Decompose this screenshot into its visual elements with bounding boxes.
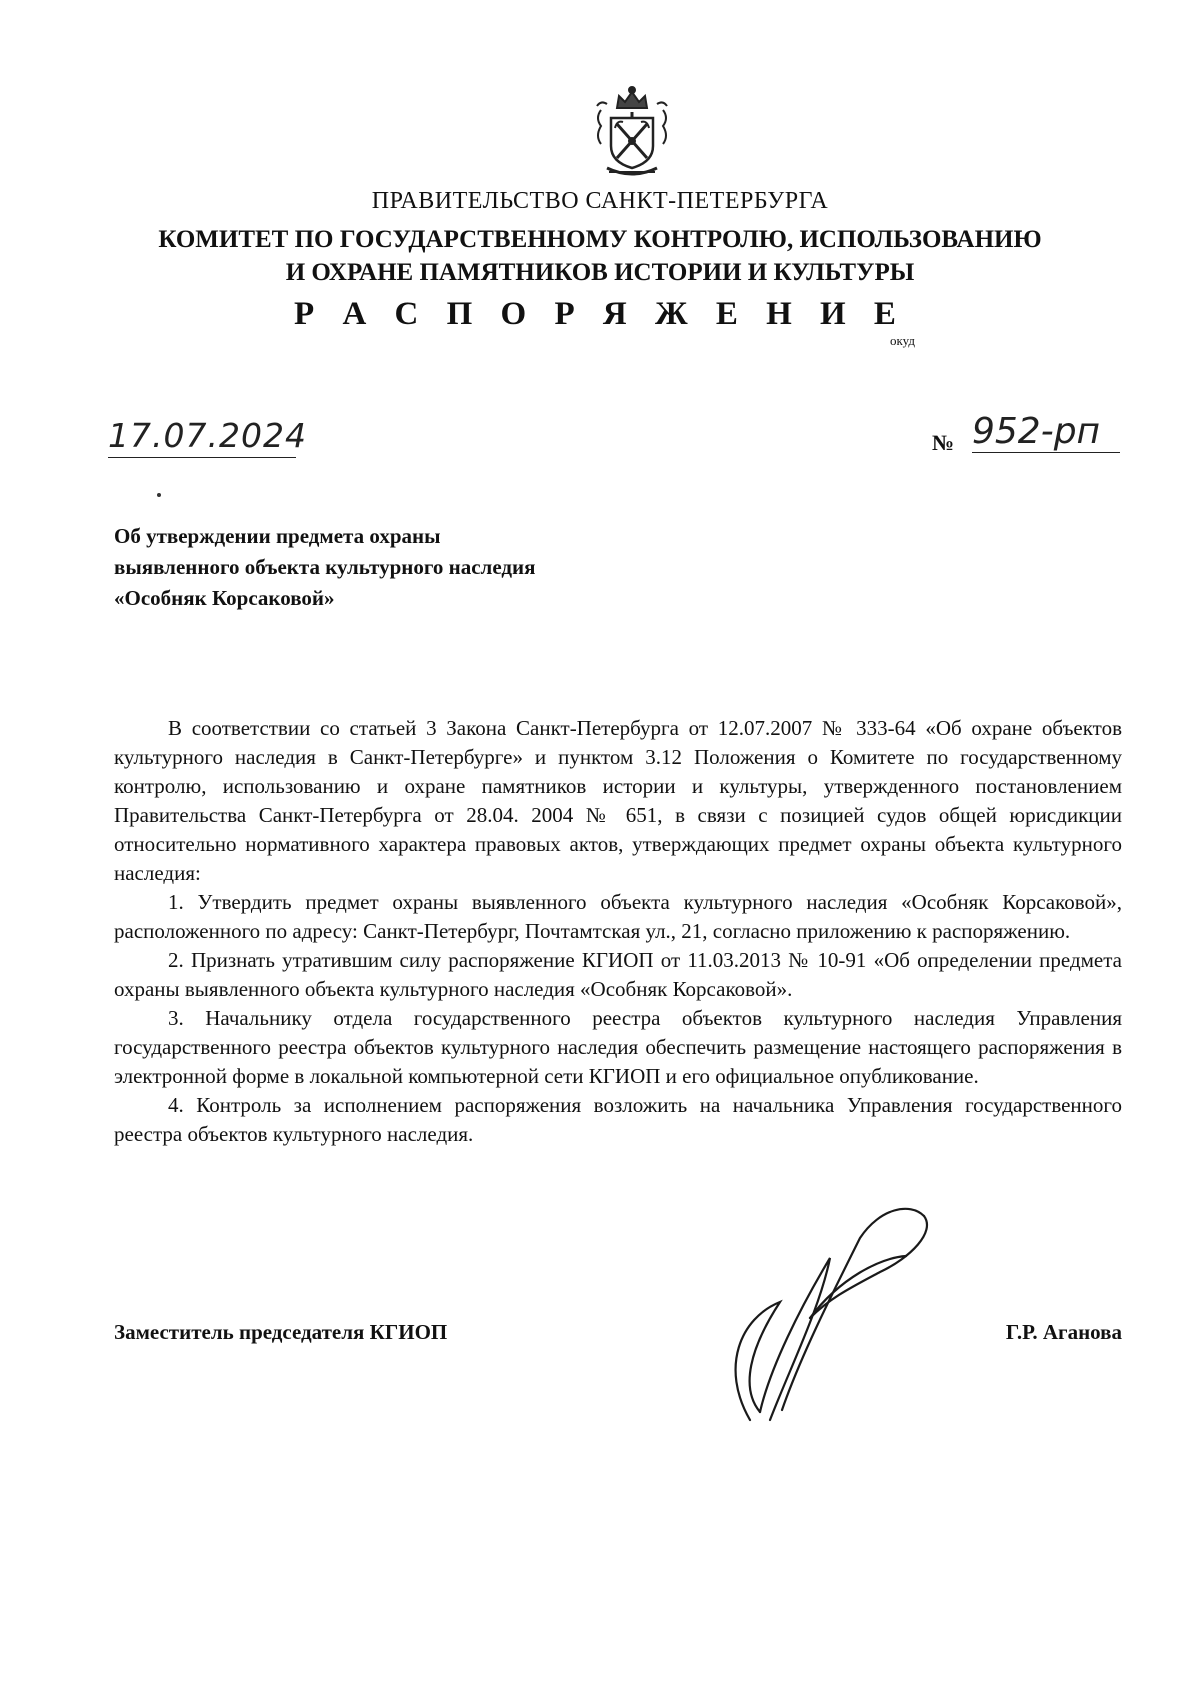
document-date: 17.07.2024 <box>108 416 296 458</box>
clause-2: 2. Признать утратившим силу распоряжение КГИОП от 11.03.2013 № 10-91 «Об определении предмета охраны выявленного объекта культурного наследия «Особняк Корсаковой». <box>114 948 1122 1001</box>
signatory-title: Заместитель председателя КГИОП <box>114 1320 448 1344</box>
subject-line: Об утверждении предмета охраны <box>114 524 441 548</box>
clause-1: 1. Утвердить предмет охраны выявленного объекта культурного наследия «Особняк Корсаковой», расположенного по адресу: Санкт-Петербург, Почтамтская ул., 21, согласно приложению к распоряжению. <box>114 890 1122 943</box>
document-type-title: Р А С П О Р Я Ж Е Н И Е <box>294 296 906 332</box>
clause-3: 3. Начальнику отдела государственного реестра объектов культурного наследия Управления государственного реестра объектов культурного наследия обеспечить размещение настоящего распоряжения в электронной форме в локальной компьютерной сети КГИОП и его официальное опубликование. <box>114 1006 1122 1088</box>
government-name: ПРАВИТЕЛЬСТВО САНКТ-ПЕТЕРБУРГА <box>371 188 829 214</box>
committee-name-line-1: КОМИТЕТ ПО ГОСУДАРСТВЕННОМУ КОНТРОЛЮ, ИСПОЛЬЗОВАНИЮ <box>158 226 1042 253</box>
handwritten-signature <box>710 1198 950 1426</box>
scan-speck <box>157 493 161 497</box>
clause-4: 4. Контроль за исполнением распоряжения возложить на начальника Управления государственного реестра объектов культурного наследия. <box>114 1093 1122 1146</box>
committee-name-line-2: И ОХРАНЕ ПАМЯТНИКОВ ИСТОРИИ И КУЛЬТУРЫ <box>285 259 915 286</box>
subject-line: выявленного объекта культурного наследия <box>114 555 536 579</box>
coat-of-arms-icon <box>587 84 677 180</box>
document-body <box>114 714 1122 1149</box>
preamble-paragraph: В соответствии со статьей 3 Закона Санкт-Петербурга от 12.07.2007 № 333-64 «Об охране объектов культурного наследия в Санкт-Петербурге» и пунктом 3.12 Положения о Комитете по государственному контролю, использованию и охране памятников истории и культуры, утвержденного постановлением Правительства Санкт-Петербурга от 28.04. 2004 № 651, в связи с позицией судов общей юрисдикции относительно нормативного характера правовых актов, утверждающих предмет охраны объекта культурного наследия: <box>114 716 1122 885</box>
number-label: № <box>932 430 955 455</box>
document-number: 952-рп <box>972 412 1120 453</box>
subject-line: «Особняк Корсаковой» <box>114 586 335 610</box>
signatory-name: Г.Р. Аганова <box>1005 1320 1122 1344</box>
document-subject <box>114 521 535 614</box>
okud-label: окуд <box>890 333 915 348</box>
